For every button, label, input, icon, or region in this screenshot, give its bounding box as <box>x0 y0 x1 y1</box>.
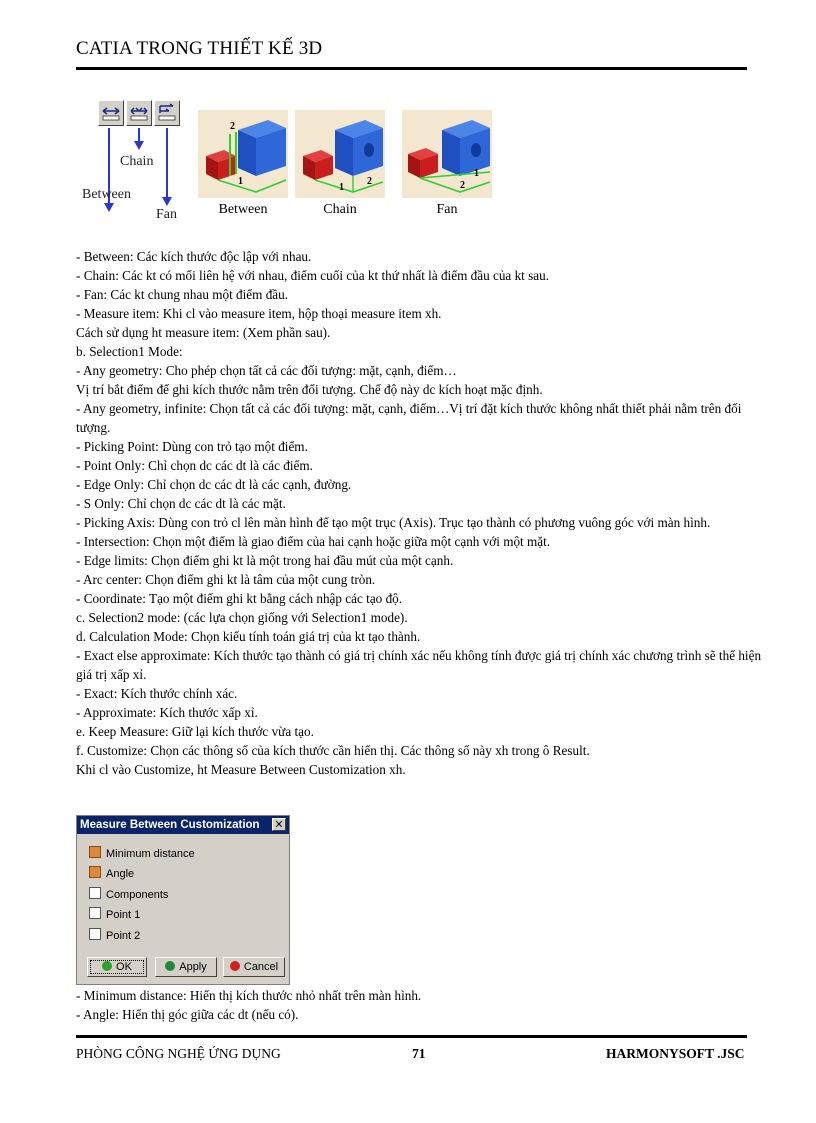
chain-mode-icon <box>126 100 152 126</box>
between-illustration-label: Between <box>218 202 268 217</box>
paragraph: - Picking Axis: Dùng con trỏ cl lên màn hình để tạo một trục (Axis). Trục tạo thành có phương vuông góc với màn hình. <box>76 515 711 530</box>
apply-icon <box>165 961 175 971</box>
paragraph: - Angle: Hiển thị góc giữa các dt (nếu có). <box>76 1007 299 1022</box>
paragraph: - Edge limits: Chọn điểm ghi kt là một trong hai đầu mút của một cạnh. <box>76 553 454 568</box>
paragraph: - Fan: Các kt chung nhau một điểm đầu. <box>76 287 289 302</box>
paragraph: - Picking Point: Dùng con trỏ tạo một điểm. <box>76 439 308 454</box>
checkbox-unchecked-icon[interactable] <box>89 887 101 899</box>
paragraph: b. Selection1 Mode: <box>76 344 183 359</box>
dialog-buttons <box>83 957 287 979</box>
svg-text:2: 2 <box>230 121 235 132</box>
svg-text:1: 1 <box>339 182 344 193</box>
svg-text:1: 1 <box>474 168 479 179</box>
svg-text:2: 2 <box>367 176 372 187</box>
paragraph: - Exact: Kích thước chính xác. <box>76 686 238 701</box>
paragraph: - Intersection: Chọn một điểm là giao điểm của hai cạnh hoặc giữa một cạnh với một mặt. <box>76 534 551 549</box>
fan-arrowhead <box>162 197 172 206</box>
paragraph: Cách sử dụng ht measure item: (Xem phần sau). <box>76 325 331 340</box>
body-text-section-after <box>76 986 766 1024</box>
between-illustration <box>198 110 288 198</box>
checkbox-unchecked-icon[interactable] <box>89 928 101 940</box>
footer-company: HARMONYSOFT .JSC <box>606 1046 745 1061</box>
between-arrowhead <box>104 203 114 212</box>
page-number: 71 <box>412 1046 426 1061</box>
paragraph: - Coordinate: Tạo một điểm ghi kt bằng cách nhập các tạo độ. <box>76 591 403 606</box>
fan-arrow <box>166 128 168 198</box>
paragraph: Vị trí bắt điểm để ghi kích thước nằm trên đối tượng. Chế độ này dc kích hoạt mặc định. <box>76 382 543 397</box>
option-minimum-distance[interactable]: Minimum distance <box>89 846 195 862</box>
close-icon[interactable]: ✕ <box>272 818 286 831</box>
options-group <box>83 840 283 952</box>
dialog-title: Measure Between Customization <box>80 819 260 831</box>
option-point-1[interactable]: Point 1 <box>89 907 140 923</box>
option-point-2[interactable]: Point 2 <box>89 928 140 944</box>
chain-arrow <box>138 128 140 142</box>
fan-mode-icon <box>154 100 180 126</box>
checkbox-unchecked-icon[interactable] <box>89 907 101 919</box>
measure-between-customization-dialog <box>76 815 290 985</box>
option-components[interactable]: Components <box>89 887 168 903</box>
paragraph: - S Only: Chỉ chọn dc các dt là các mặt. <box>76 496 286 511</box>
paragraph: - Edge Only: Chỉ chọn dc các dt là các cạnh, đường. <box>76 477 352 492</box>
checkbox-checked-icon[interactable] <box>89 866 101 878</box>
paragraph: - Minimum distance: Hiển thị kích thước nhỏ nhất trên màn hình. <box>76 988 422 1003</box>
header-rule <box>76 67 747 70</box>
paragraph: - Arc center: Chọn điểm ghi kt là tâm của một cung tròn. <box>76 572 376 587</box>
fan-illustration <box>402 110 492 198</box>
dimension-mode-figure <box>76 92 500 224</box>
option-angle[interactable]: Angle <box>89 866 134 882</box>
ok-button[interactable]: OK <box>87 957 147 977</box>
paragraph: - Any geometry, infinite: Chọn tất cả các đối tượng: mặt, cạnh, điểm…Vị trí đặt kích thước không nhất thiết phải nằm trên đối tượng. <box>76 401 742 435</box>
body-text-section <box>76 247 766 779</box>
paragraph: - Chain: Các kt có mối liên hệ với nhau, điểm cuối của kt thứ nhất là điểm đầu của kt sau. <box>76 268 549 283</box>
chain-arrowhead <box>134 141 144 150</box>
apply-button[interactable]: Apply <box>155 957 217 977</box>
paragraph: d. Calculation Mode: Chọn kiểu tính toán giá trị của kt tạo thành. <box>76 629 421 644</box>
paragraph: e. Keep Measure: Giữ lại kích thước vừa tạo. <box>76 724 314 739</box>
paragraph: - Point Only: Chỉ chọn dc các dt là các điểm. <box>76 458 313 473</box>
fan-illustration-label: Fan <box>436 202 458 217</box>
svg-text:2: 2 <box>460 180 465 191</box>
dialog-title-bar <box>77 816 289 834</box>
between-mode-icon <box>98 100 124 126</box>
footer-rule <box>76 1035 747 1038</box>
paragraph: Khi cl vào Customize, ht Measure Between Customization xh. <box>76 762 406 777</box>
paragraph: c. Selection2 mode: (các lựa chọn giống với Selection1 mode). <box>76 610 408 625</box>
checkbox-checked-icon[interactable] <box>89 846 101 858</box>
paragraph: f. Customize: Chọn các thông số của kích thước cần hiển thị. Các thông số này xh trong ô Result. <box>76 743 590 758</box>
cancel-button[interactable]: Cancel <box>223 957 285 977</box>
paragraph: - Approximate: Kích thước xấp xỉ. <box>76 705 258 720</box>
cancel-icon <box>230 961 240 971</box>
paragraph: - Measure item: Khi cl vào measure item, hộp thoại measure item xh. <box>76 306 442 321</box>
paragraph: - Exact else approximate: Kích thước tạo thành có giá trị chính xác nếu không tính được giá trị chính xác chương trình sẽ thể hiện giá trị xấp xỉ. <box>76 648 762 682</box>
paragraph: - Between: Các kích thước độc lập với nhau. <box>76 249 312 264</box>
between-icon-label: Between <box>82 187 131 202</box>
chain-illustration <box>295 110 385 198</box>
chain-icon-label: Chain <box>120 154 154 169</box>
ok-icon <box>102 961 112 971</box>
svg-text:1: 1 <box>238 176 243 187</box>
chain-illustration-label: Chain <box>323 202 357 217</box>
paragraph: - Any geometry: Cho phép chọn tất cả các đối tượng: mặt, cạnh, điểm… <box>76 363 457 378</box>
page-header-title: CATIA TRONG THIẾT KẾ 3D <box>76 38 323 59</box>
footer-department: PHÒNG CÔNG NGHỆ ỨNG DỤNG <box>76 1046 281 1061</box>
fan-icon-label: Fan <box>156 207 177 222</box>
